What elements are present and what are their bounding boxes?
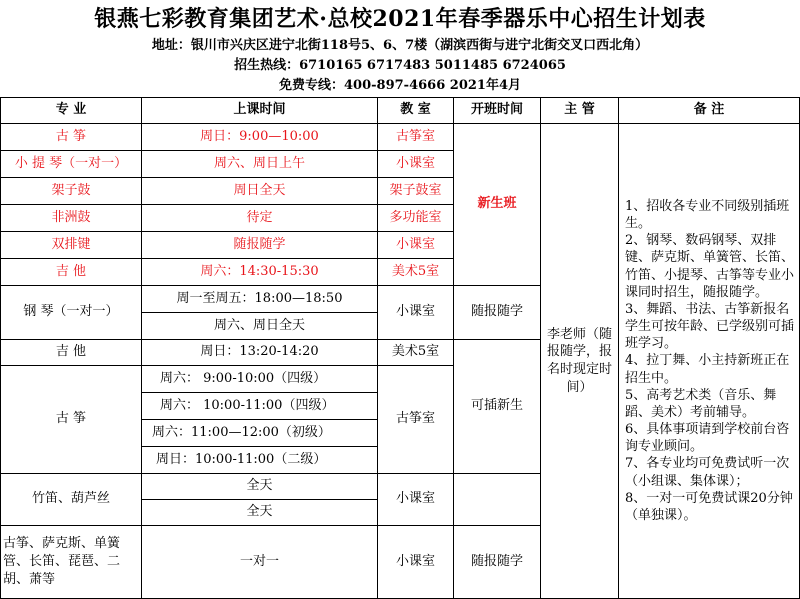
major-cell: 双排键 (1, 232, 142, 259)
note-item: 5、高考艺术类（音乐、舞蹈、美术）考前辅导。 (625, 387, 777, 420)
time-cell: 周六： 10:00-11:00（四级） (142, 393, 378, 420)
col-header-room: 教 室 (378, 98, 454, 124)
col-header-major: 专 业 (1, 98, 142, 124)
col-header-notes: 备 注 (619, 98, 800, 124)
page-title: 银燕七彩教育集团艺术·总校2021年春季器乐中心招生计划表 (94, 6, 706, 32)
free-line: 免费专线：400-897-4666 2021年4月 (279, 78, 521, 93)
room-cell: 小课室 (378, 474, 454, 526)
time-cell: 周日全天 (142, 178, 378, 205)
room-cell: 美术5室 (378, 340, 454, 366)
time-cell: 待定 (142, 205, 378, 232)
major-cell: 钢 琴（一对一） (1, 286, 142, 340)
time-cell: 周六、周日全天 (142, 313, 378, 340)
col-header-time: 上课时间 (142, 98, 378, 124)
note-item: 4、拉丁舞、小主持新班正在招生中。 (625, 353, 790, 386)
time-cell: 一对一 (142, 526, 378, 599)
col-header-manager: 主 管 (541, 98, 619, 124)
col-header-open: 开班时间 (454, 98, 541, 124)
major-cell: 非洲鼓 (1, 205, 142, 232)
hotline-line: 招生热线：6710165 6717483 5011485 6724065 (234, 58, 566, 73)
time-cell: 周六、周日上午 (142, 151, 378, 178)
time-cell: 全天 (142, 500, 378, 526)
room-cell: 小课室 (378, 526, 454, 599)
table-header-row (1, 98, 800, 124)
time-cell: 周六：11:00—12:00（初级） (142, 420, 378, 447)
time-cell: 周日：9:00—10:00 (142, 124, 378, 151)
note-item: 6、具体事项请到学校前台咨询专业顾问。 (625, 422, 790, 455)
note-item: 8、一对一可免费试课20分钟（单独课）。 (625, 490, 793, 523)
room-cell: 小课室 (378, 286, 454, 340)
major-cell: 吉 他 (1, 340, 142, 366)
notes-cell (619, 124, 800, 599)
time-cell: 随报随学 (142, 232, 378, 259)
room-cell: 多功能室 (378, 205, 454, 232)
major-cell: 古 筝 (1, 366, 142, 474)
new-class-cell: 新生班 (454, 124, 541, 286)
note-item: 1、招收各专业不同级别插班生。 (625, 199, 790, 232)
room-cell: 美术5室 (378, 259, 454, 286)
room-cell: 架子鼓室 (378, 178, 454, 205)
time-cell: 周日：10:00-11:00（二级） (142, 447, 378, 474)
major-cell: 古筝、萨克斯、单簧管、长笛、琵琶、二胡、萧等 (1, 526, 142, 599)
note-item: 2、钢琴、数码钢琴、双排键、萨克斯、单簧管、长笛、竹笛、小提琴、古筝等专业小课同时招生，随报随学。 (625, 233, 795, 300)
schedule-table (0, 97, 800, 599)
note-item: 3、舞蹈、书法、古筝新报名学生可按年龄、已学级别可插班学习。 (625, 301, 795, 352)
time-cell: 周六：14:30-15:30 (142, 259, 378, 286)
open-cell: 随报随学 (454, 286, 541, 340)
major-cell: 吉 他 (1, 259, 142, 286)
open-cell: 随报随学 (454, 526, 541, 599)
time-cell: 周一至周五：18:00—18:50 (142, 286, 378, 313)
manager-cell: 李老师（随报随学，报名时现定时间） (541, 124, 619, 599)
open-cell: 可插新生 (454, 340, 541, 474)
address-line: 地址：银川市兴庆区进宁北街118号5、6、7楼（湖滨西街与进宁北街交叉口西北角） (151, 38, 649, 53)
time-cell: 周日：13:20-14:20 (142, 340, 378, 366)
room-cell: 古筝室 (378, 124, 454, 151)
time-cell: 全天 (142, 474, 378, 500)
open-cell (454, 474, 541, 526)
room-cell: 小课室 (378, 151, 454, 178)
major-cell: 竹笛、葫芦丝 (1, 474, 142, 526)
major-cell: 架子鼓 (1, 178, 142, 205)
note-item: 7、各专业均可免费试听一次（小组课、集体课）； (625, 456, 790, 489)
major-cell: 古 筝 (1, 124, 142, 151)
time-cell: 周六： 9:00-10:00（四级） (142, 366, 378, 393)
room-cell: 小课室 (378, 232, 454, 259)
room-cell: 古筝室 (378, 366, 454, 474)
major-cell: 小 提 琴（一对一） (1, 151, 142, 178)
table-row (1, 124, 800, 151)
